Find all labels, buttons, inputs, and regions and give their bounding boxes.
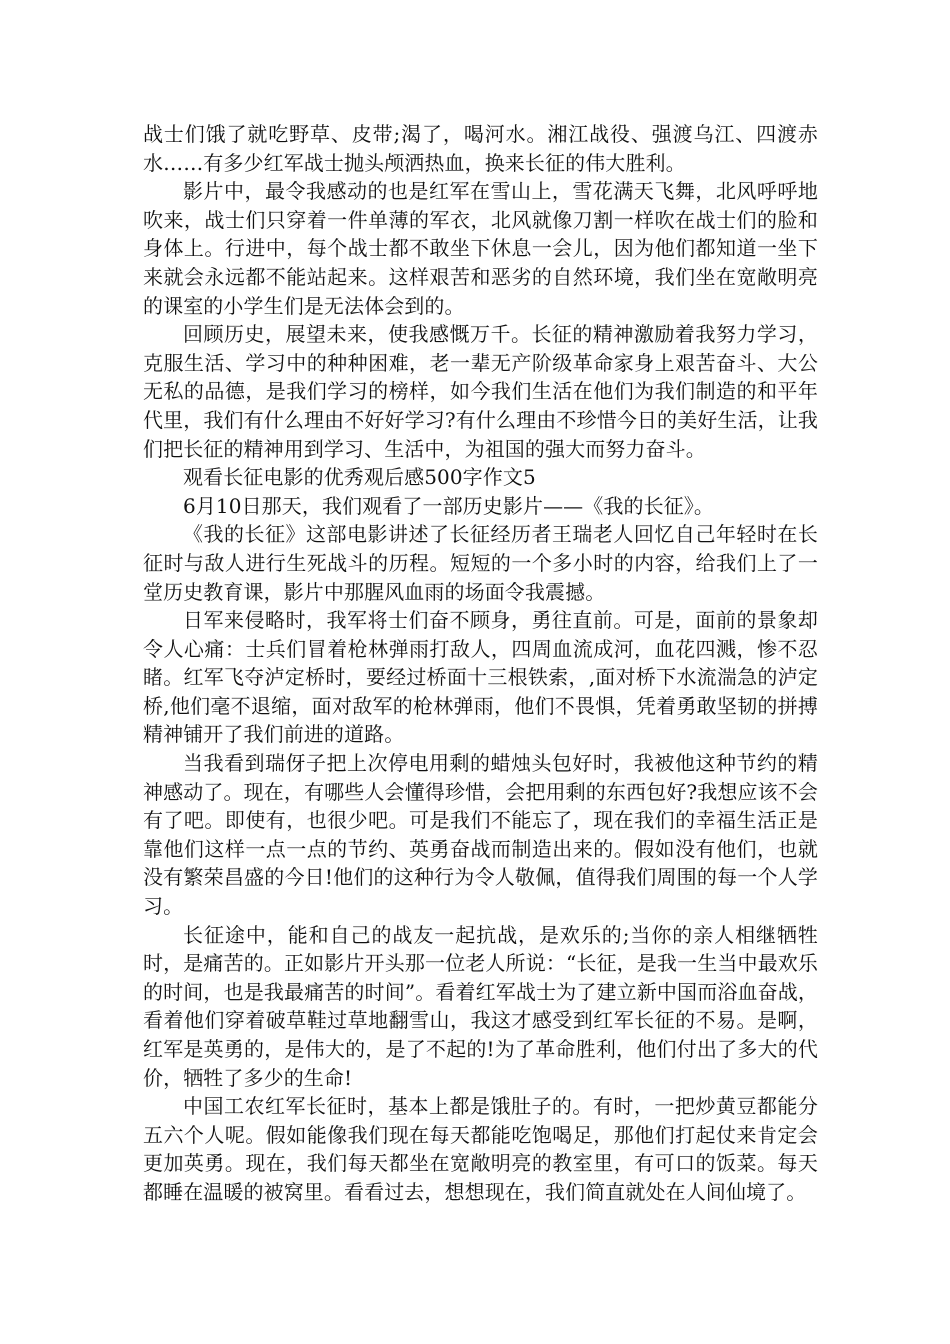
paragraph-review-history: 回顾历史，展望未来，使我感慨万千。长征的精神激励着我努力学习，克服生活、学习中的种种困难，老一辈无产阶级革命家身上艰苦奋斗、大公无私的品德，是我们学习的榜样，如今我们生活在他们为我们制造的和平年代里，我们有什么理由不好好学习?有什么理由不珍惜今日的美好生活，让我们把长征的精神用到学习、生活中，为祖国的强大而努力奋斗。: [143, 322, 818, 461]
paragraph-snow-mountain: 影片中，最令我感动的也是红军在雪山上，雪花满天飞舞，北风呼呼地吹来，战士们只穿着一件单薄的军衣，北风就像刀割一样吹在战士们的脸和身体上。行进中，每个战士都不敢坐下休息一会儿，因为他们都知道一坐下来就会永远都不能站起来。这样艰苦和恶劣的自然环境，我们坐在宽敞明亮的课室的小学生们是无法体会到的。: [143, 179, 818, 318]
paragraph-my-long-march: 《我的长征》这部电影讲述了长征经历者王瑞老人回忆自己年轻时在长征时与敌人进行生死战斗的历程。短短的一个多小时的内容，给我们上了一堂历史教育课，影片中那腥风血雨的场面令我震撼。: [143, 522, 818, 604]
paragraph-continuation: 战士们饿了就吃野草、皮带;渴了，喝河水。湘江战役、强渡乌江、四渡赤水……有多少红军战士抛头颅洒热血，换来长征的伟大胜利。: [143, 122, 818, 175]
paragraph-luding-bridge: 日军来侵略时，我军将士们奋不顾身，勇往直前。可是，面前的景象却令人心痛：士兵们冒着枪林弹雨打敌人，四周血流成河，血花四溅，惨不忍睹。红军飞夺泸定桥时，要经过桥面十三根铁索，,面对桥下水流湍急的泸定桥,他们毫不退缩，面对敌军的枪林弹雨，他们不畏惧，凭着勇敢坚韧的拼搏精神铺开了我们前进的道路。: [143, 608, 818, 747]
document-page: [143, 120, 818, 1207]
paragraph-joy-and-pain: 长征途中，能和自己的战友一起抗战，是欢乐的;当你的亲人相继牺牲时，是痛苦的。正如影片开头那一位老人所说：“长征，是我一生当中最欢乐的时间，也是我最痛苦的时间”。看着红军战士为了建立新中国而浴血奋战，看着他们穿着破草鞋过草地翻雪山，我这才感受到红军长征的不易。是啊，红军是英勇的，是伟大的，是了不起的!为了革命胜利，他们付出了多大的代价，牺牲了多少的生命!: [143, 922, 818, 1090]
paragraph-june-tenth: 6月10日那天，我们观看了一部历史影片——《我的长征》。: [183, 493, 714, 518]
paragraph-candle: 当我看到瑞伢子把上次停电用剩的蜡烛头包好时，我被他这种节约的精神感动了。现在，有哪些人会懂得珍惜，会把用剩的东西包好?我想应该不会有了吧。即使有，也很少吧。可是我们不能忘了，现在我们的幸福生活正是靠他们这样一点一点的节约、英勇奋战而制造出来的。假如没有他们，也就没有繁荣昌盛的今日!他们的这种行为令人敬佩，值得我们周围的每一个人学习。: [143, 751, 818, 919]
paragraph-hunger: 中国工农红军长征时，基本上都是饿肚子的。有时，一把炒黄豆都能分五六个人呢。假如能像我们现在每天都能吃饱喝足，那他们打起仗来肯定会更加英勇。现在，我们每天都坐在宽敞明亮的教室里，有可口的饭菜。每天都睡在温暖的被窝里。看看过去，想想现在，我们简直就处在人间仙境了。: [143, 1094, 818, 1204]
essay-title: 观看长征电影的优秀观后感500字作文5: [183, 465, 536, 490]
